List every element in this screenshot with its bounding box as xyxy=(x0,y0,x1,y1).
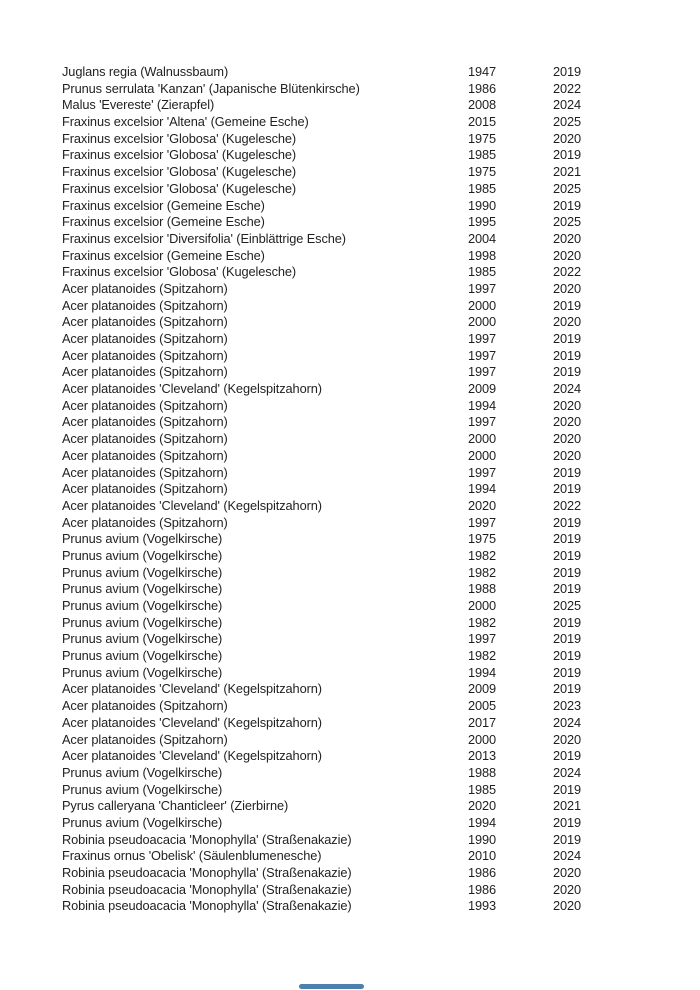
year-1-cell: 2010 xyxy=(468,848,497,864)
table-row xyxy=(62,715,660,732)
table-row xyxy=(62,231,660,248)
bottom-scroll-indicator[interactable] xyxy=(299,984,364,989)
year-2-cell: 2020 xyxy=(553,414,582,430)
year-2-cell: 2019 xyxy=(553,514,582,530)
year-2-cell: 2019 xyxy=(553,364,582,380)
table-row xyxy=(62,381,660,398)
year-2-cell: 2020 xyxy=(553,230,582,246)
table-row xyxy=(62,782,660,799)
year-2-cell: 2019 xyxy=(553,648,582,664)
year-1-cell: 1988 xyxy=(468,581,497,597)
year-2-cell: 2019 xyxy=(553,814,582,830)
year-1-cell: 2000 xyxy=(468,598,497,613)
tree-name-cell: Prunus avium (Vogelkirsche) xyxy=(62,781,223,797)
tree-name-cell: Prunus avium (Vogelkirsche) xyxy=(62,648,223,664)
year-1-cell: 1985 xyxy=(468,147,497,163)
year-1-cell: 1994 xyxy=(468,397,497,413)
tree-name-cell: Prunus avium (Vogelkirsche) xyxy=(62,598,223,613)
year-2-cell: 2021 xyxy=(553,798,582,814)
tree-name-cell: Prunus avium (Vogelkirsche) xyxy=(62,581,223,597)
tree-name-cell: Robinia pseudoacacia 'Monophylla' (Straßenakazie) xyxy=(62,881,352,897)
table-row xyxy=(62,264,660,281)
year-1-cell: 1997 xyxy=(468,364,497,380)
tree-name-cell: Acer platanoides 'Cleveland' (Kegelspitzahorn) xyxy=(62,681,322,697)
year-1-cell: 1947 xyxy=(468,64,497,79)
year-2-cell: 2019 xyxy=(553,197,582,213)
year-1-cell: 2020 xyxy=(468,497,497,513)
year-1-cell: 1998 xyxy=(468,247,497,263)
tree-name-cell: Prunus avium (Vogelkirsche) xyxy=(62,631,223,647)
year-1-cell: 1997 xyxy=(468,347,497,363)
year-1-cell: 2013 xyxy=(468,748,497,764)
tree-name-cell: Prunus avium (Vogelkirsche) xyxy=(62,564,223,580)
year-1-cell: 2015 xyxy=(468,114,497,130)
year-2-cell: 2025 xyxy=(553,180,582,196)
year-2-cell: 2019 xyxy=(553,581,582,597)
year-2-cell: 2020 xyxy=(553,731,582,747)
tree-name-cell: Robinia pseudoacacia 'Monophylla' (Straßenakazie) xyxy=(62,898,352,914)
table-row xyxy=(62,565,660,582)
table-row xyxy=(62,882,660,899)
table-row xyxy=(62,515,660,532)
year-1-cell: 1982 xyxy=(468,564,497,580)
year-2-cell: 2022 xyxy=(553,497,582,513)
table-row xyxy=(62,548,660,565)
year-2-cell: 2019 xyxy=(553,147,582,163)
year-1-cell: 1997 xyxy=(468,280,497,296)
year-1-cell: 1997 xyxy=(468,331,497,346)
year-1-cell: 1994 xyxy=(468,814,497,830)
year-2-cell: 2019 xyxy=(553,664,582,680)
year-2-cell: 2020 xyxy=(553,431,582,447)
year-2-cell: 2024 xyxy=(553,714,582,730)
tree-name-cell: Fraxinus excelsior 'Altena' (Gemeine Esche) xyxy=(62,114,309,130)
year-1-cell: 1997 xyxy=(468,464,497,480)
table-row xyxy=(62,631,660,648)
table-row xyxy=(62,481,660,498)
table-row xyxy=(62,798,660,815)
year-1-cell: 1988 xyxy=(468,764,497,780)
year-2-cell: 2019 xyxy=(553,331,582,346)
tree-name-cell: Juglans regia (Walnussbaum) xyxy=(62,64,229,79)
year-2-cell: 2023 xyxy=(553,698,582,714)
year-1-cell: 2017 xyxy=(468,714,497,730)
table-row xyxy=(62,465,660,482)
year-1-cell: 1997 xyxy=(468,631,497,647)
tree-name-cell: Acer platanoides (Spitzahorn) xyxy=(62,364,228,380)
tree-name-cell: Acer platanoides (Spitzahorn) xyxy=(62,397,228,413)
table-row xyxy=(62,248,660,265)
year-2-cell: 2019 xyxy=(553,748,582,764)
year-2-cell: 2019 xyxy=(553,64,582,79)
tree-name-cell: Prunus avium (Vogelkirsche) xyxy=(62,547,223,563)
tree-name-cell: Acer platanoides (Spitzahorn) xyxy=(62,431,228,447)
table-row xyxy=(62,865,660,882)
year-2-cell: 2020 xyxy=(553,881,582,897)
table-row xyxy=(62,398,660,415)
year-2-cell: 2020 xyxy=(553,247,582,263)
year-1-cell: 1985 xyxy=(468,781,497,797)
tree-name-cell: Prunus avium (Vogelkirsche) xyxy=(62,531,223,547)
year-1-cell: 1997 xyxy=(468,514,497,530)
year-2-cell: 2019 xyxy=(553,781,582,797)
table-row xyxy=(62,314,660,331)
table-row xyxy=(62,848,660,865)
tree-table xyxy=(62,64,660,915)
year-2-cell: 2024 xyxy=(553,848,582,864)
year-2-cell: 2021 xyxy=(553,164,582,180)
year-2-cell: 2020 xyxy=(553,865,582,880)
tree-name-cell: Fraxinus excelsior (Gemeine Esche) xyxy=(62,247,265,263)
table-row xyxy=(62,114,660,131)
table-row xyxy=(62,97,660,114)
table-row xyxy=(62,531,660,548)
year-2-cell: 2019 xyxy=(553,631,582,647)
year-1-cell: 1982 xyxy=(468,547,497,563)
table-row xyxy=(62,298,660,315)
tree-name-cell: Acer platanoides (Spitzahorn) xyxy=(62,514,228,530)
year-1-cell: 1997 xyxy=(468,414,497,430)
tree-name-cell: Acer platanoides (Spitzahorn) xyxy=(62,297,228,313)
table-row xyxy=(62,498,660,515)
table-row xyxy=(62,648,660,665)
year-1-cell: 1993 xyxy=(468,898,497,914)
year-2-cell: 2020 xyxy=(553,447,582,463)
table-row xyxy=(62,598,660,615)
year-1-cell: 1982 xyxy=(468,614,497,630)
tree-name-cell: Robinia pseudoacacia 'Monophylla' (Straßenakazie) xyxy=(62,831,352,847)
table-row xyxy=(62,131,660,148)
tree-name-cell: Acer platanoides (Spitzahorn) xyxy=(62,481,228,497)
year-1-cell: 2004 xyxy=(468,230,497,246)
table-row xyxy=(62,414,660,431)
year-2-cell: 2019 xyxy=(553,531,582,547)
year-1-cell: 1994 xyxy=(468,664,497,680)
tree-name-cell: Prunus serrulata 'Kanzan' (Japanische Blütenkirsche) xyxy=(62,80,360,96)
table-row xyxy=(62,198,660,215)
table-row xyxy=(62,815,660,832)
year-2-cell: 2019 xyxy=(553,681,582,697)
tree-name-cell: Acer platanoides (Spitzahorn) xyxy=(62,731,228,747)
year-2-cell: 2020 xyxy=(553,314,582,330)
tree-name-cell: Acer platanoides 'Cleveland' (Kegelspitzahorn) xyxy=(62,748,322,764)
table-row xyxy=(62,281,660,298)
table-row xyxy=(62,898,660,915)
year-1-cell: 1994 xyxy=(468,481,497,497)
table-row xyxy=(62,748,660,765)
year-1-cell: 1982 xyxy=(468,648,497,664)
year-1-cell: 2009 xyxy=(468,681,497,697)
year-1-cell: 1975 xyxy=(468,130,497,146)
table-row xyxy=(62,431,660,448)
year-1-cell: 2009 xyxy=(468,381,497,397)
tree-name-cell: Prunus avium (Vogelkirsche) xyxy=(62,814,223,830)
year-2-cell: 2022 xyxy=(553,80,582,96)
tree-name-cell: Prunus avium (Vogelkirsche) xyxy=(62,614,223,630)
table-row xyxy=(62,732,660,749)
year-2-cell: 2024 xyxy=(553,764,582,780)
tree-name-cell: Fraxinus excelsior 'Globosa' (Kugelesche) xyxy=(62,164,297,180)
year-1-cell: 2000 xyxy=(468,447,497,463)
tree-name-cell: Acer platanoides (Spitzahorn) xyxy=(62,347,228,363)
year-1-cell: 1975 xyxy=(468,164,497,180)
year-1-cell: 2008 xyxy=(468,97,497,113)
table-row xyxy=(62,448,660,465)
year-2-cell: 2019 xyxy=(553,464,582,480)
year-2-cell: 2024 xyxy=(553,97,582,113)
year-1-cell: 1975 xyxy=(468,531,497,547)
tree-name-cell: Robinia pseudoacacia 'Monophylla' (Straßenakazie) xyxy=(62,865,352,880)
tree-name-cell: Acer platanoides (Spitzahorn) xyxy=(62,414,228,430)
table-row xyxy=(62,331,660,348)
year-2-cell: 2024 xyxy=(553,381,582,397)
year-2-cell: 2025 xyxy=(553,214,582,230)
tree-name-cell: Fraxinus excelsior 'Diversifolia' (Einblättrige Esche) xyxy=(62,230,346,246)
year-1-cell: 1990 xyxy=(468,197,497,213)
year-2-cell: 2019 xyxy=(553,297,582,313)
tree-name-cell: Fraxinus excelsior (Gemeine Esche) xyxy=(62,214,265,230)
tree-name-cell: Acer platanoides (Spitzahorn) xyxy=(62,447,228,463)
year-1-cell: 1995 xyxy=(468,214,497,230)
year-2-cell: 2019 xyxy=(553,481,582,497)
year-2-cell: 2020 xyxy=(553,898,582,914)
year-2-cell: 2019 xyxy=(553,347,582,363)
year-2-cell: 2025 xyxy=(553,114,582,130)
year-1-cell: 2000 xyxy=(468,314,497,330)
table-row xyxy=(62,581,660,598)
tree-name-cell: Fraxinus excelsior (Gemeine Esche) xyxy=(62,197,265,213)
tree-name-cell: Acer platanoides 'Cleveland' (Kegelspitzahorn) xyxy=(62,497,322,513)
year-1-cell: 2000 xyxy=(468,431,497,447)
year-2-cell: 2019 xyxy=(553,564,582,580)
tree-name-cell: Acer platanoides (Spitzahorn) xyxy=(62,331,228,346)
table-row xyxy=(62,164,660,181)
year-2-cell: 2020 xyxy=(553,130,582,146)
year-2-cell: 2019 xyxy=(553,547,582,563)
year-1-cell: 1986 xyxy=(468,80,497,96)
year-1-cell: 1990 xyxy=(468,831,497,847)
year-1-cell: 2000 xyxy=(468,297,497,313)
table-row xyxy=(62,665,660,682)
year-2-cell: 2022 xyxy=(553,264,582,280)
tree-name-cell: Prunus avium (Vogelkirsche) xyxy=(62,764,223,780)
year-1-cell: 1986 xyxy=(468,881,497,897)
year-1-cell: 2005 xyxy=(468,698,497,714)
year-2-cell: 2020 xyxy=(553,397,582,413)
table-row xyxy=(62,765,660,782)
tree-name-cell: Acer platanoides (Spitzahorn) xyxy=(62,698,228,714)
tree-name-cell: Fraxinus excelsior 'Globosa' (Kugelesche) xyxy=(62,147,297,163)
tree-name-cell: Acer platanoides 'Cleveland' (Kegelspitzahorn) xyxy=(62,381,322,397)
tree-name-cell: Acer platanoides (Spitzahorn) xyxy=(62,314,228,330)
table-row xyxy=(62,147,660,164)
year-2-cell: 2019 xyxy=(553,614,582,630)
table-row xyxy=(62,214,660,231)
table-row xyxy=(62,698,660,715)
year-1-cell: 1985 xyxy=(468,180,497,196)
year-2-cell: 2020 xyxy=(553,280,582,296)
tree-name-cell: Fraxinus excelsior 'Globosa' (Kugelesche) xyxy=(62,264,297,280)
year-1-cell: 1985 xyxy=(468,264,497,280)
tree-name-cell: Fraxinus excelsior 'Globosa' (Kugelesche) xyxy=(62,180,297,196)
year-2-cell: 2019 xyxy=(553,831,582,847)
tree-name-cell: Fraxinus excelsior 'Globosa' (Kugelesche) xyxy=(62,130,297,146)
tree-name-cell: Prunus avium (Vogelkirsche) xyxy=(62,664,223,680)
year-1-cell: 2020 xyxy=(468,798,497,814)
table-row xyxy=(62,832,660,849)
tree-name-cell: Fraxinus ornus 'Obelisk' (Säulenblumenesche) xyxy=(62,848,322,864)
table-row xyxy=(62,348,660,365)
table-row xyxy=(62,64,660,81)
table-row xyxy=(62,615,660,632)
tree-name-cell: Acer platanoides 'Cleveland' (Kegelspitzahorn) xyxy=(62,714,322,730)
table-row xyxy=(62,364,660,381)
year-1-cell: 1986 xyxy=(468,865,497,880)
year-1-cell: 2000 xyxy=(468,731,497,747)
tree-name-cell: Acer platanoides (Spitzahorn) xyxy=(62,280,228,296)
table-row xyxy=(62,181,660,198)
year-2-cell: 2025 xyxy=(553,598,582,613)
tree-name-cell: Malus 'Evereste' (Zierapfel) xyxy=(62,97,215,113)
table-row xyxy=(62,81,660,98)
tree-name-cell: Pyrus calleryana 'Chanticleer' (Zierbirne) xyxy=(62,798,289,814)
tree-name-cell: Acer platanoides (Spitzahorn) xyxy=(62,464,228,480)
table-row xyxy=(62,681,660,698)
